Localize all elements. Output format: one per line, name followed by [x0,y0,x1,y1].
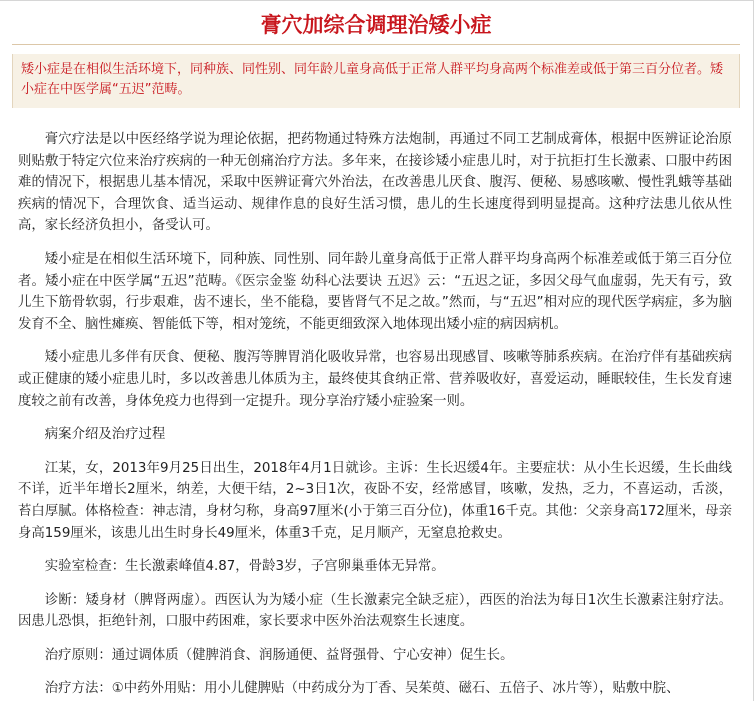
paragraph-symptoms: 矮小症患儿多伴有厌食、便秘、腹泻等脾胃消化吸收异常，也容易出现感冒、咳嗽等肺系疾病。在治疗伴有基础疾病或正健康的矮小症患儿时，多以改善患儿体质为主，最终使其食纳正常、营养吸收好，喜爱运动，睡眠较佳，生长发育速度较之前有改善，身体免疫力也得到一定提升。现分享治疗矮小症验案一则。 [18,350,732,409]
paragraph-lab: 实验室检查：生长激素峰值4.87，骨龄3岁，子宫卵巢垂体无异常。 [44,559,445,575]
paragraph-diagnosis: 诊断：矮身材（脾肾两虚）。西医认为为矮小症（生长激素完全缺乏症），西医的治法为每日1次生长激素注射疗法。因患儿恐惧，拒绝针剂，口服中药困难，家长要求中医外治法观察生长速度。 [18,592,732,630]
paragraph-principle: 治疗原则：通过调体质（健脾消食、润肠通便、益肾强骨、宁心安神）促生长。 [44,647,514,663]
paragraph-intro: 膏穴疗法是以中医经络学说为理论依据，把药物通过特殊方法炮制，再通过不同工艺制成膏体，根据中医辨证论治原则贴敷于特定穴位来治疗疾病的一种无创痛治疗方法。多年来，在接诊矮小症患儿时，对于抗拒打生长激素、口服中药困难的情况下，根据患儿基本情况，采取中医辨证膏穴外治法，在改善患儿厌食、腹泻、便秘、易感咳嗽、慢性乳蛾等基础疾病的情况下，合理饮食、适当运动、规律作息的良好生活习惯，患儿的生长速度得到明显提高。这种疗法患儿依从性高，家长经济负担小，备受认可。 [18,132,732,234]
paragraph-case: 江某，女，2013年9月25日出生，2018年4月1日就诊。主诉：生长迟缓4年。主要症状：从小生长迟缓，生长曲线不详，近半年增长2厘米，纳差，大便干结，2~3日1次，夜卧不安，经常感冒，咳嗽，发热，乏力，不喜运动，舌淡，苔白厚腻。体格检查：神志清，身材匀称，身高97厘米(小于第三百分位)，体重16千克。其他：父亲身高172厘米，母亲身高159厘米，该患儿出生时身长49厘米，体重3千克，足月顺产，无窒息抢救史。 [18,460,732,541]
paragraph-definition: 矮小症是在相似生活环境下，同种族、同性别、同年龄儿童身高低于正常人群平均身高两个标准差或低于第三百分位者。矮小症在中医学属“五迟”范畴。《医宗金鉴 幼科心法要诀 五迟》云：“五迟之证，多因父母气血虚弱，先天有亏，致儿生下筋骨软弱，行步艰难，齿不速长，坐不能稳，要皆肾气不足之故。”然而，与“五迟”相对应的现代医学病症，多为脑发育不全、脑性瘫痪、智能低下等，相对笼统，不能更细致深入地体现出矮小症的病因病机。 [18,251,732,332]
paragraph-method: 治疗方法：①中药外用贴：用小儿健脾贴（中药成分为丁香、吴茱萸、磁石、五倍子、冰片等），贴敷中脘、 [44,681,680,697]
article-summary: 矮小症是在相似生活环境下，同种族、同性别、同年龄儿童身高低于正常人群平均身高两个标准差或低于第三百分位者。矮小症在中医学属“五迟”范畴。 [12,54,740,108]
article-body [12,129,740,700]
title-divider [12,44,740,45]
article-container [12,0,740,701]
section-heading-case: 病案介绍及治疗过程 [44,427,166,443]
article-title: 膏穴加综合调理治矮小症 [260,12,492,37]
